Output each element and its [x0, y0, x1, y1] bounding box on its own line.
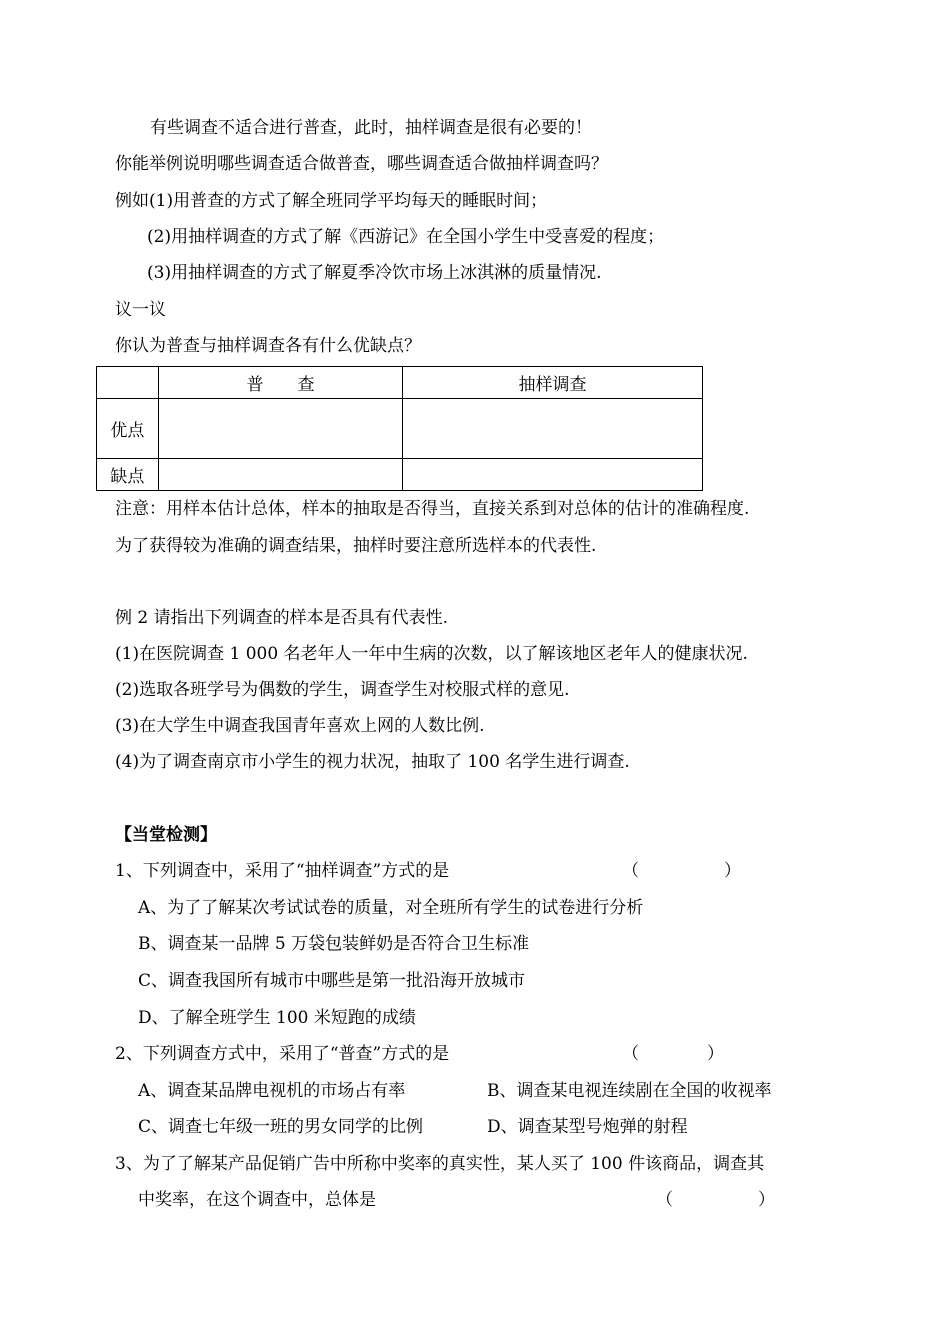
example2-item-4: (4)为了调查南京市小学生的视力状况，抽取了 100 名学生进行调查.	[115, 752, 630, 772]
table-cell-census-disadvantages	[158, 459, 402, 491]
q2-option-c: C、调查七年级一班的男女同学的比例	[138, 1117, 424, 1137]
q1-answer-paren: （ ）	[622, 861, 741, 881]
table-cell-sampling-disadvantages	[403, 459, 703, 491]
q2-option-a: A、调查某品牌电视机的市场占有率	[138, 1081, 406, 1101]
table-header-row	[97, 367, 703, 399]
intro-example-1: 例如(1)用普查的方式了解全班同学平均每天的睡眠时间；	[115, 191, 548, 211]
example2-item-1: (1)在医院调查 1 000 名老年人一年中生病的次数，以了解该地区老年人的健康状况.	[115, 644, 748, 664]
q2-option-b: B、调查某电视连续剧在全国的收视率	[487, 1081, 772, 1101]
discuss-heading: 议一议	[115, 300, 166, 320]
q2-option-d: D、调查某型号炮弹的射程	[487, 1117, 688, 1137]
quiz-heading: 【当堂检测】	[115, 825, 217, 845]
intro-example-3: (3)用抽样调查的方式了解夏季冷饮市场上冰淇淋的质量情况.	[147, 263, 602, 283]
example2-item-3: (3)在大学生中调查我国青年喜欢上网的人数比例.	[115, 716, 485, 736]
q1-option-a: A、为了了解某次考试试卷的质量，对全班所有学生的试卷进行分析	[138, 898, 644, 918]
intro-p2: 你能举例说明哪些调查适合做普查，哪些调查适合做抽样调查吗？	[115, 154, 608, 174]
table-cell-census-advantages	[158, 399, 402, 459]
q1-option-b: B、调查某一品牌 5 万袋包装鲜奶是否符合卫生标准	[138, 934, 530, 954]
intro-example-2: (2)用抽样调查的方式了解《西游记》在全国小学生中受喜爱的程度；	[147, 227, 665, 247]
table-cell-sampling-advantages	[403, 399, 703, 459]
table-row-label-advantages: 优点	[97, 399, 159, 459]
example2-item-2: (2)选取各班学号为偶数的学生，调查学生对校服式样的意见.	[115, 680, 570, 700]
q1-stem: 1、下列调查中，采用了“抽样调查”方式的是	[115, 861, 450, 881]
q3-stem-line-1: 3、为了了解某产品促销广告中所称中奖率的真实性，某人买了 100 件该商品，调查其	[115, 1154, 765, 1174]
q2-stem: 2、下列调查方式中，采用了“普查”方式的是	[115, 1044, 450, 1064]
example2-title: 例 2 请指出下列调查的样本是否具有代表性.	[115, 608, 449, 628]
q3-stem-line-2: 中奖率，在这个调查中，总体是	[138, 1190, 376, 1210]
table-header-corner	[97, 367, 159, 399]
comparison-table	[96, 366, 703, 491]
q1-option-d: D、了解全班学生 100 米短跑的成绩	[138, 1008, 416, 1028]
intro-p1: 有些调查不适合进行普查，此时，抽样调查是很有必要的！	[150, 118, 592, 138]
table-row	[97, 399, 703, 459]
q2-answer-paren: （ ）	[622, 1044, 724, 1064]
table-row-label-disadvantages: 缺点	[97, 459, 159, 491]
note-line-1: 注意：用样本估计总体，样本的抽取是否得当，直接关系到对总体的估计的准确程度.	[115, 499, 750, 519]
note-line-2: 为了获得较为准确的调查结果，抽样时要注意所选样本的代表性.	[115, 536, 597, 556]
table-header-census: 普 查	[158, 367, 402, 399]
q3-answer-paren: （ ）	[656, 1190, 775, 1210]
q1-option-c: C、调查我国所有城市中哪些是第一批沿海开放城市	[138, 971, 526, 991]
table-row	[97, 459, 703, 491]
table-header-sampling: 抽样调查	[403, 367, 703, 399]
discuss-question: 你认为普查与抽样调查各有什么优缺点？	[115, 336, 421, 356]
